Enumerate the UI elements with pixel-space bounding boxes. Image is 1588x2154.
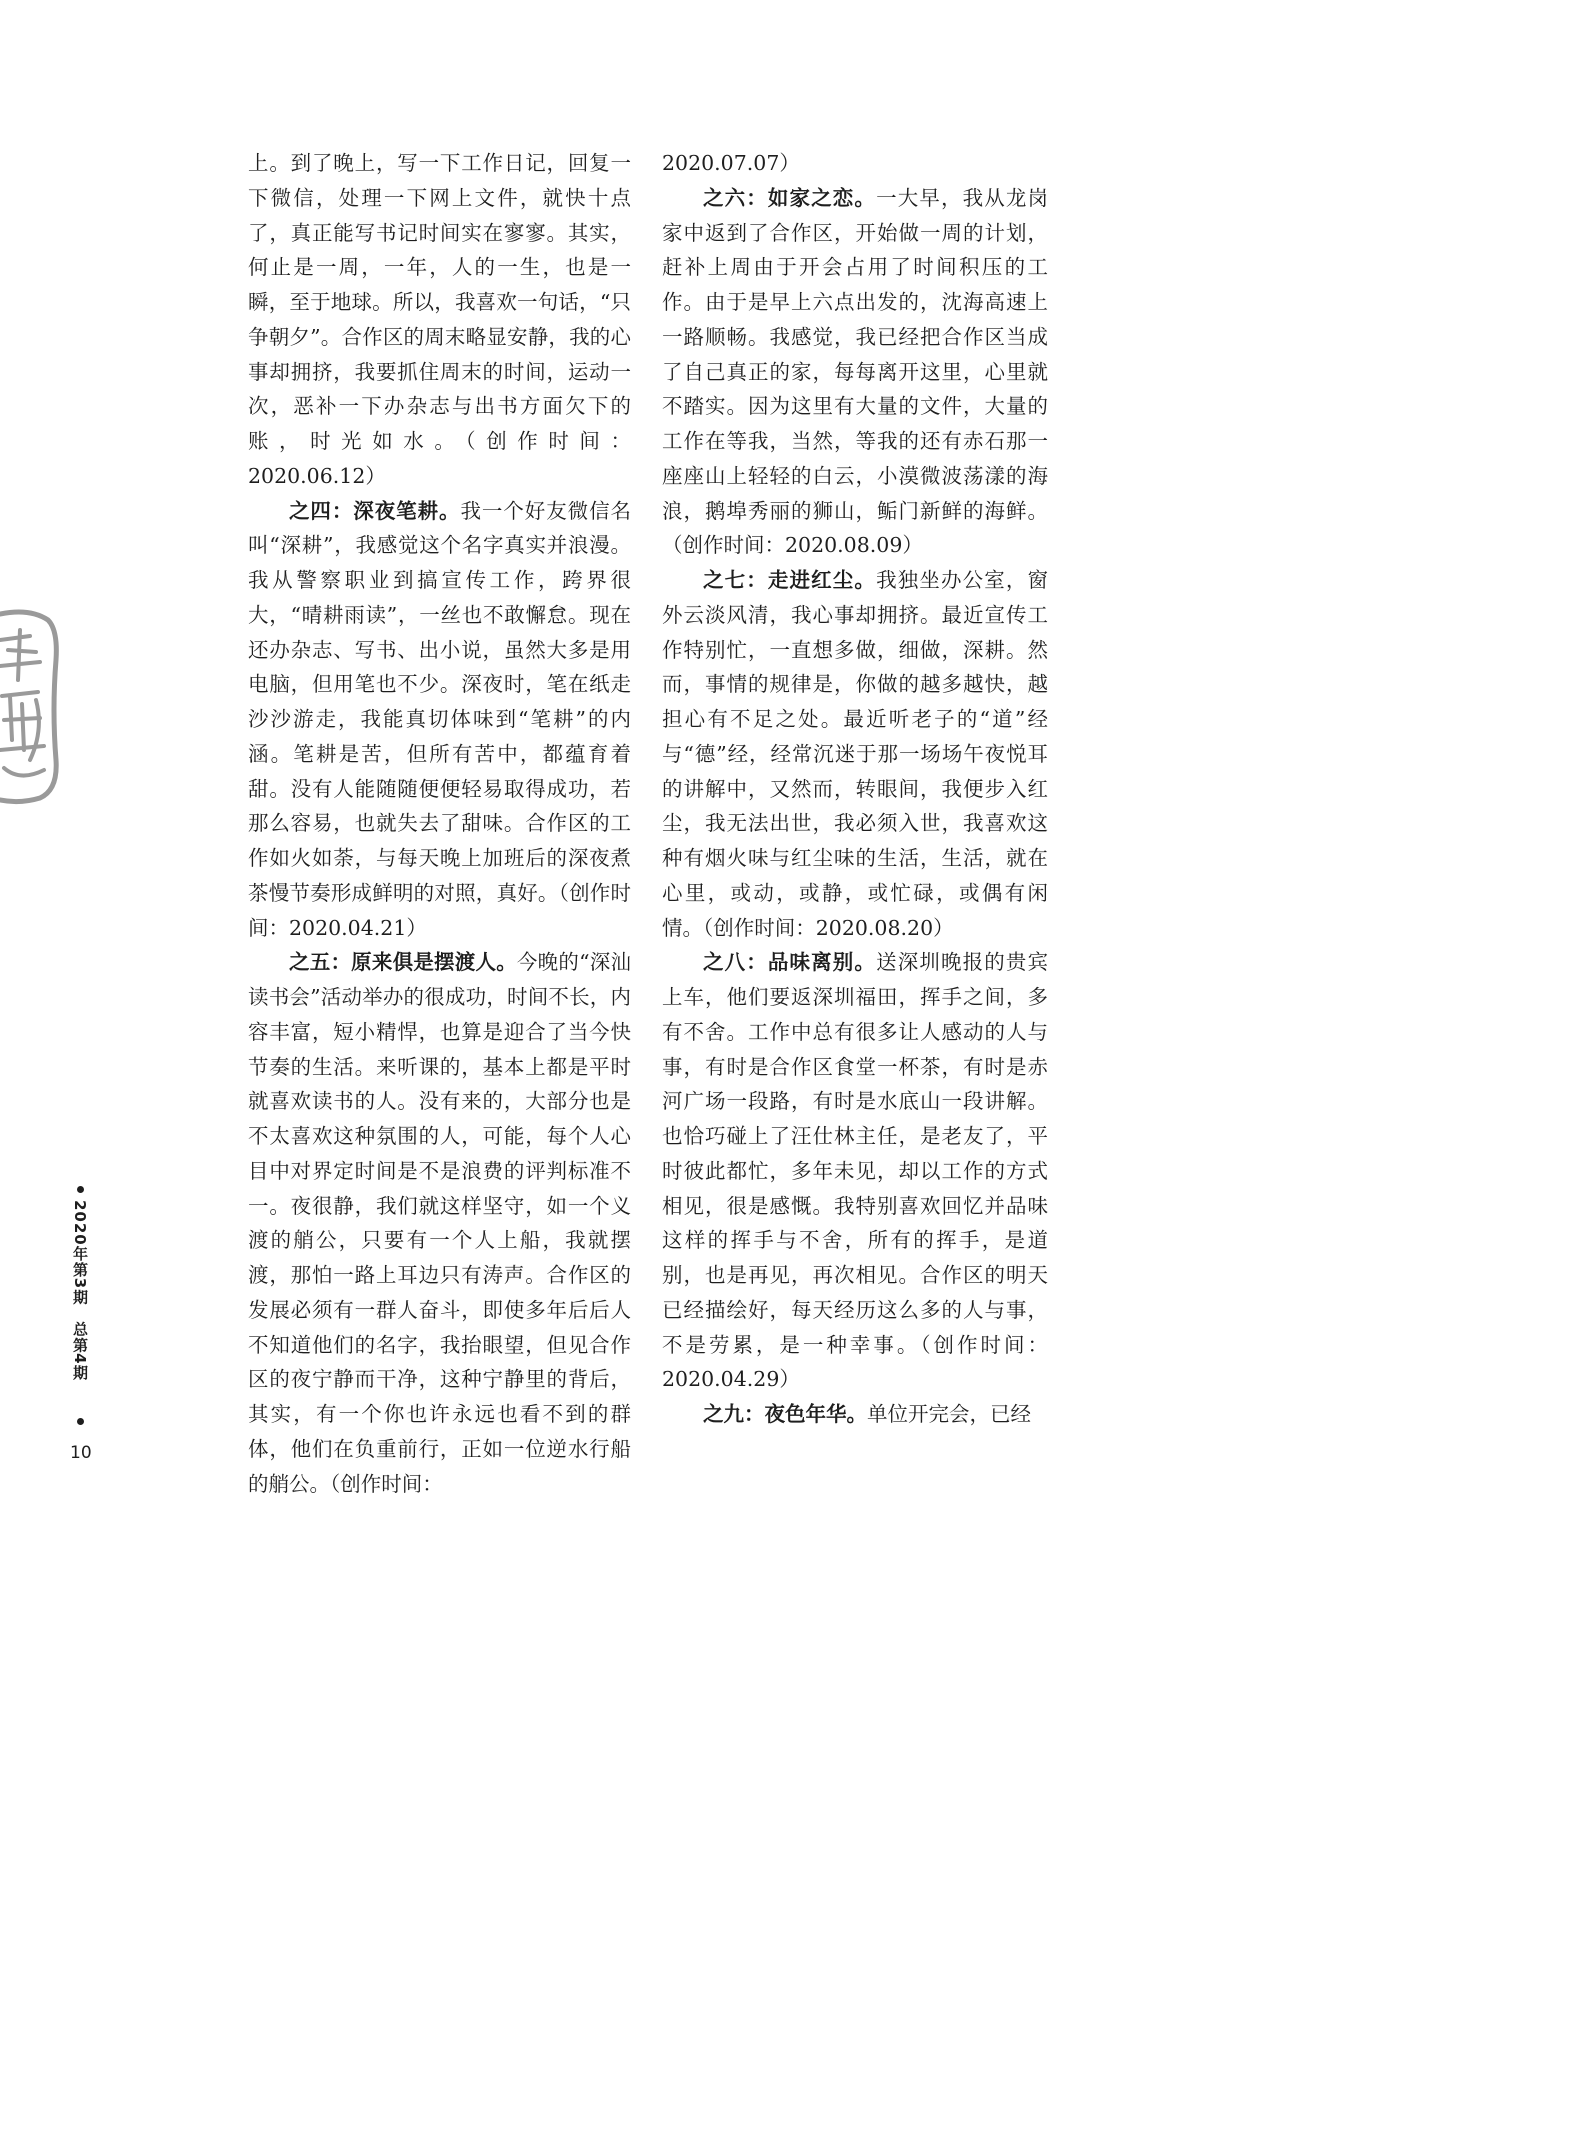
- section-8-body: 送深圳晚报的贵宾上车，他们要返深圳福田，挥手之间，多有不舍。工作中总有很多让人感动的人与事，有时是合作区食堂一杯茶，有时是赤河广场一段路，有时是水底山一段讲解。也恰巧碰上了汪仕林主任，是老友了，平时彼此都忙，多年未见，却以工作的方式相见，很是感慨。我特别喜欢回忆并品味这样的挥手与不舍，所有的挥手，是道别，也是再见，再次相见。合作区的明天已经描绘好，每天经历这么多的人与事，不是劳累，是一种幸事。（创作时间：2020.04.29）: [662, 950, 1049, 1392]
- paragraph-continued: 上。到了晚上，写一下工作日记，回复一下微信，处理一下网上文件，就快十点了，真正能写书记时间实在寥寥。其实，何止是一周，一年，人的一生，也是一瞬，至于地球。所以，我喜欢一句话，“只争朝夕”。合作区的周末略显安静，我的心事却拥挤，我要抓住周末的时间，运动一次，恶补一下办杂志与出书方面欠下的账，时光如水。（创作时间：2020.06.12）: [248, 151, 631, 488]
- section-5: [248, 945, 631, 1501]
- section-9-heading: 之九：夜色年华。: [703, 1402, 867, 1426]
- sidebar-dot-top: [77, 1186, 84, 1193]
- seal-stamp-graphic: [0, 600, 62, 805]
- section-6-body: 一大早，我从龙岗家中返到了合作区，开始做一周的计划，赶补上周由于开会占用了时间积压的工作。由于是早上六点出发的，沈海高速上一路顺畅。我感觉，我已经把合作区当成了自己真正的家，每每离开这里，心里就不踏实。因为这里有大量的文件，大量的工作在等我，当然，等我的还有赤石那一座座山上轻轻的白云，小漠微波荡漾的海浪，鹅埠秀丽的狮山，鲘门新鲜的海鲜。（创作时间：2020.08.09）: [662, 185, 1049, 558]
- page-number: 10: [70, 1443, 92, 1463]
- section-4-heading: 之四：深夜笔耕。: [289, 498, 461, 523]
- section-7-body: 我独坐办公室，窗外云淡风清，我心事却拥挤。最近宣传工作特别忙，一直想多做，细做，深耕。然而，事情的规律是，你做的越多越快，越担心有不足之处。最近听老子的“道”经与“德”经，经常沉迷于那一场场午夜悦耳的讲解中，又然而，转眼间，我便步入红尘，我无法出世，我必须入世，我喜欢这种有烟火味与红尘味的生活，生活，就在心里，或动，或静，或忙碌，或偶有闲情。（创作时间：2020.08.20）: [662, 568, 1049, 940]
- issue-label: 2020年第3期 总第4期: [71, 1200, 89, 1381]
- section-7: [662, 563, 1048, 945]
- section-6-heading: 之六：如家之恋。: [703, 185, 877, 210]
- section-8: [662, 945, 1048, 1397]
- section-8-heading: 之八：品味离别。: [703, 950, 877, 975]
- section-4-body: 我一个好友微信名叫“深耕”，我感觉这个名字真实并浪漫。我从警察职业到搞宣传工作，跨界很大，“晴耕雨读”，一丝也不敢懈怠。现在还办杂志、写书、出小说，虽然大多是用电脑，但用笔也不少。深夜时，笔在纸走沙沙游走，我能真切体味到“笔耕”的内涵。笔耕是苦，但所有苦中，都蕴育着甜。没有人能随随便便轻易取得成功，若那么容易，也就失去了甜味。合作区的工作如火如荼，与每天晚上加班后的深夜煮茶慢节奏形成鲜明的对照，真好。（创作时间：2020.04.21）: [248, 498, 632, 940]
- section-6: [662, 181, 1048, 563]
- left-column: [248, 146, 631, 1501]
- section-5-body: 今晚的“深汕读书会”活动举办的很成功，时间不长，内容丰富，短小精悍，也算是迎合了当今快节奏的生活。来听课的，基本上都是平时就喜欢读书的人。没有来的，大部分也是不太喜欢这种氛围的人，可能，每个人心目中对界定时间是不是浪费的评判标准不一。夜很静，我们就这样坚守，如一个义渡的艄公，只要有一个人上船，我就摆渡，那怕一路上耳边只有涛声。合作区的发展必须有一群人奋斗，即使多年后后人不知道他们的名字，我抬眼望，但见合作区的夜宁静而干净，这种宁静里的背后，其实，有一个你也许永远也看不到的群体，他们在负重前行，正如一位逆水行船的艄公。（创作时间：: [248, 950, 632, 1496]
- section-9-body: 单位开完会，已经: [867, 1402, 1031, 1426]
- right-column: [662, 146, 1048, 1432]
- section-4: [248, 494, 631, 946]
- section-9: [662, 1397, 1048, 1432]
- paragraph-continued-date: 2020.07.07）: [662, 151, 800, 175]
- section-7-heading: 之七：走进红尘。: [703, 568, 877, 592]
- sidebar-dot-bottom: [77, 1418, 84, 1425]
- section-5-heading: 之五：原来俱是摆渡人。: [289, 950, 517, 975]
